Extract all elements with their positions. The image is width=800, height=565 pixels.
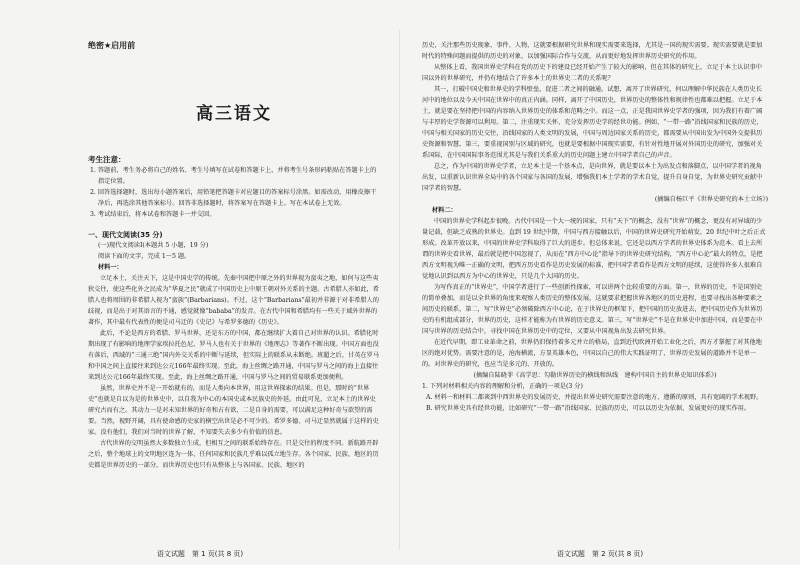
page-footer-1: 语文试题 第 1 页(共 8 页): [156, 550, 244, 558]
paragraph: 古代世界的交明虽然大多数独立生成，但相互之间的联系始终存在。只是交往的程度不同。新航路开辟之后，整个地球上的文明地区连为一体，任何国家和民族几乎难以孤立地生存。各个国家、民族、地区的历史都是世界历史的一部分，而世界历史也只有从整体上与各国家、民族、地区的: [88, 440, 379, 469]
material-2-label: 材料二：: [432, 207, 457, 214]
paragraph: 立足本土，关注天下，这是中国史学的传统。先秦中国把中原之外的世界视为蛮夷之地，如何与这些夷狄交往，使这些化外之民成为“华夏之民”就成了中国历史上中原王朝对外关系的主题。古希腊人亦如此，希腊人也将周围的非希腊人视为“蛮族”(Barbarians)。不过，这个“Barbarians”最初并非源于对非希腊人的歧视，而是出于对其语言的不通，感觉就像“bababa”的发音。在古代中国和希腊均有一些关于域外世界的著作，其中最有代表性的便是司马迁的《史记》与希罗多德的《历史》。: [88, 275, 379, 326]
subsection-heading: (一)现代文阅读Ⅰ(本题共 5 小题，19 分): [98, 242, 209, 249]
page-title: 高三语文: [196, 104, 272, 124]
section-heading: 一、现代文阅读(35 分): [88, 231, 163, 239]
citation-2: (摘编自陆晓菲《高学思：勾勒世界历史的横线和纵线 建构中国自主的世界史知识体系》): [473, 372, 717, 379]
notice-item: 1. 答题前，考生务必将自己的姓名、考生号填写在试卷和答题卡上，并将考生号条形码粘贴在答题卡上的指定位置。: [90, 167, 377, 185]
paragraph: 此后，不论是西方的希腊、罗马世界，还是东方的中国，都在继续扩大着自己对世界的认识。希腊化时期出现了有影响的地理学家埃拉托色尼，罗马人也有关于世界的《地理志》等著作不断出现。中国方面也没有落后，西域的“三通三绝”国内外交关系的中断与延续，但实际上的联系从未断绝。班超之后，甘英在罗马和中国之间上直接往来到达公元166年最终实现。至此，海上丝绸之路开通，中国与罗马之间的海上直接往来到达公元166年最终实现。至此，海上丝绸之路开通，中国与罗马之间的贸易联系更加便利。: [88, 330, 379, 381]
notice-item: 3. 考试结束后，将本试卷和答题卡一并交回。: [90, 211, 216, 218]
page-footer-2: 语文试题 第 2 页(共 8 页): [556, 550, 644, 558]
secret-label: 绝密★启用前: [88, 41, 136, 50]
paragraph: 从整体上看，我国世界史学科在党的历史下的建设已经开始产生了较大的影响，但在其体的研究上，立足于本土认识事中国以外的世界研究，并仍有地结合了许多本土的世界史二者的关系呢？: [422, 64, 762, 82]
citation-1: (摘编自杨巨平《世界史研究的本土立场》): [654, 196, 768, 203]
paragraph: 在近代早期，即工业革命之前，世界仍旧保持着多元并立的格局，直到近代欧洲开始工业化之后，西方才掌握了对其他地区的绝对优势。需要注意的是，沧海横流，方显英雄本色，中国以自己的伟大实践证明了，世界历史发展的道路并不是单一的。对世界史的研究，也应当是多元的、开放的。: [422, 339, 762, 368]
paragraph: 历史，关注那些历史现象、事件、人物，这就要根据研究世界和现实需要来选择，尤其是一国的现实需要。现实需要就是要加时代的特殊问题而提供的历史的对象，以加强国际合作与交流，从而更好地发挥世界历史研究的作用。: [422, 42, 763, 60]
paragraph: 总之，作为中国的世界史学者，立足本土是一个基本点，是向世界，就是要以本土为出发点和落脚点，以中国学者的视角出发，以重新认识世界全局中的各个国家与各国的发展，增强我们本土学者的学术自觉，提升自身自觉，为世界史研究贡献中国学者的智慧。: [422, 163, 763, 192]
paragraph: 其一，打破中国史和世界史的学科壁垒，促进二者之间的融通。试想，离开了世界研究，何以理解中华民族在人类历史长河中的地位以及今天中国在世界中的真正内涵。同样，离开了中国历史，世界历史的整体性和规律性也都难以把握。立足于本土，就是要在坚持把中国的内容纳入世界历史的体系和范畴之中。而这一点，正是我国世界史学者的强项，因为我们有着广阔与丰厚的史学资源可以利用。第二，注重现实关怀，充分发挥历史学的经世功能。例如，“一带一路”沿线国家和民族的历史，中国与相关国家的历史交往，沿线国家的人类文明的发展，中国与周边国家关系的历史，都需要从中国出发为中国外交提供历史资源和智慧。第三，要重视国别与区域的研究，也就是要根据中国现实需要，有针对性地开展对外国历史的研究，加强对关系国际，在中国国际事务范围尤其是与我们关系重大的历史问题上建立中国学者自己的声音。: [422, 86, 763, 159]
notice-list: [88, 165, 380, 220]
instruction-text: 阅读下面的文字，完成 1～5 题。: [98, 253, 191, 260]
paragraph: 中国的世界史学科起步很晚。古代中国是一个大一统的国家，只有“天下”的概念，没有“世界”的概念，更没有对异域的少量记载，但缺乏成熟的世界史。直到 19 世纪中期，中国与西方接触以后，中国的世界史研究开始萌发，20 世纪中叶之后正式形成。改革开放以来，中国的世界史学科取得了巨大的进步。但总体来说，它还是以西方学者的世界史体系为范本。看上去所谓的世界史看世界，最后就是把中国忽视了，从而在“西方中心论”指导下的世界史研究结构，“西方中心论”最大的特点，是把西方文明视为唯一正确的文明，把西方历史看作是历史发展的标准，把中国学者看作是西方文明的延续，这使得许多人很难自觉地认识到以西方为中心的世界史，只是几个大国的历史。: [422, 218, 766, 280]
option-b: B. 研究世界史具有经世功能，比如研究“一带一路”沿线国家、民族的历史，可以以历史为依据，发展更好的现实作用。: [426, 405, 751, 412]
material-1-label: 材料一：: [98, 264, 123, 271]
notice-heading: 考生注意：: [88, 155, 126, 164]
paragraph: 虽然，世界史并不是一开始就有的，而是人类向本世界，用这世界探索的结果。但是，那时的“世界史”也就是自以为是的世界史中，以自我为中心的本国史或本民族史的外延。由此可见，立足本土的世界史研究古而有之。其动力一是对未知世界的好奇和占有欲，二是自身的需要，可以满足这种好奇与欲望的需要。当然，视野开阔，具有使命感的史家的横空出世是必不可少的。希罗多德、司马迁显然就属于这样的史家。没有他们，我们对当时的世界了解，不知要失去多少有价值的信息。: [88, 385, 379, 436]
question-1: 1. 下列对材料相关内容的理解和分析，正确的一项是(3 分): [422, 383, 583, 390]
paragraph: 为写作真正的“世界史”，中国学者进行了一些创新性探索，可以讲两个比较重要的方面。第一，世界的历史，不是国别史的简单叠加，而是以全世界的角度来观察人类历史的整体发展，这就要求把握世界各地区的历史进程，也要寻找出各种要素之间历史的联系，第二，写“世界史”必须破除西方中心论，在于世界史的框架下，把中国的历史放进去，把中国历史作为世界历史的有机组成部分，世界的历史，这样才能称为有世界的历史意义。第三，写“世界史”不是在世界史中加进中国，而是要在中国与世界的历史结合中，寻找中国在世界历史中的定位，又要从中国视角出发去研究世界。: [422, 284, 763, 335]
page-2: [400, 0, 800, 565]
notice-item: 2. 回答选择题时，选出每小题答案后，用铅笔把答题卡对应题目的答案标号涂黑。如需改动，用橡皮擦干净后，再选涂其他答案标号。回答非选择题时，将答案写在答题卡上。写在本试卷上无效。: [90, 189, 377, 207]
option-a: A. 材料一和材料二都谈到中西世界史的发展历史，并提出世界史研究需要注意的地方、遵循的原则，具有宽阔的学术视野。: [426, 394, 763, 401]
